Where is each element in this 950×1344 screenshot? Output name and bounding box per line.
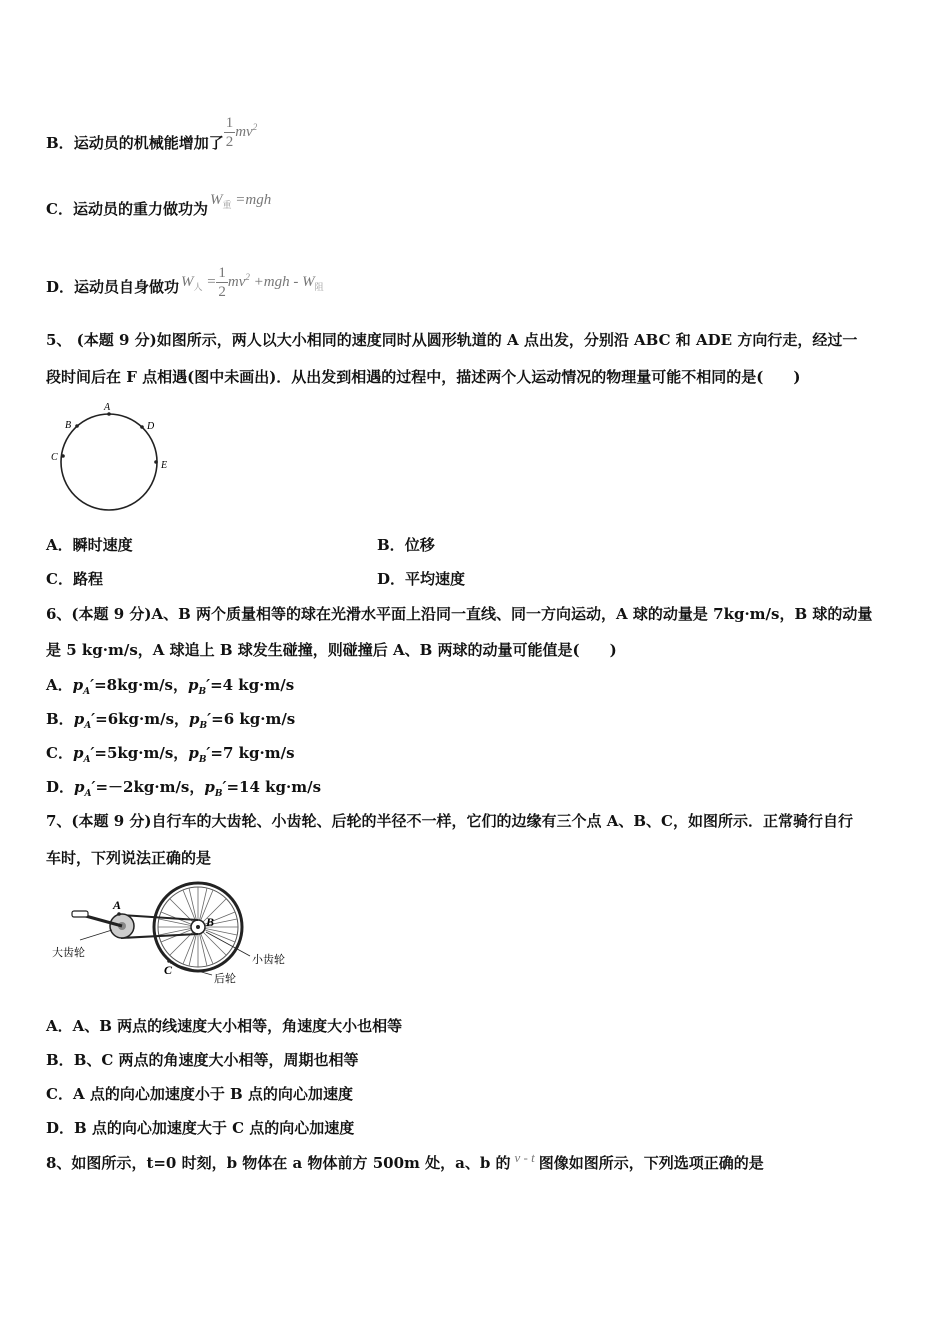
q4-option-c-formula: $W_重 =mgh$ [209,192,272,210]
q5-stem-line1: 5、 (本题 9 分)如图所示，两人以大小相同的速度同时从圆形轨道的 A 点出发，分别沿 ABC 和 ADE 方向行走，经过一 [46,331,858,349]
q4-option-d-formula: $W_人$ = $\frac{1}{2}$ $mv^2 +mgh - W_阻$ [181,265,324,300]
q7-option-a: A．A、B 两点的线速度大小相等，角速度大小也相等 [46,1017,403,1035]
q6-stem-line1: 6、(本题 9 分)A、B 两个质量相等的球在光滑水平面上沿同一直线、同一方向运动，A 球的动量是 7kg·m/s，B 球的动量 [46,605,873,623]
q7-option-d: D．B 点的向心加速度大于 C 点的向心加速度 [46,1119,355,1137]
q6-option-b: B．$p_A'=6kg\cdot m/s$，$p_B'=6$ kg·m/s [46,710,296,731]
q6-option-d: D．$p_A'=-2kg\cdot m/s$，$p_B'=14$ kg·m/s [46,778,322,799]
q6-stem-line2: 是 5 kg·m/s，A 球追上 B 球发生碰撞，则碰撞后 A、B 两球的动量可能值是( ) [46,641,617,659]
q4-option-b-formula: $\frac{1}{2}$ $mv^2$ [225,115,258,150]
point-c [61,454,65,458]
point-b [75,424,79,428]
q5-option-d: D．平均速度 [377,570,466,588]
circle-track-figure [46,398,186,518]
point-d [140,425,144,429]
q5-stem-line2: 段时间后在 F 点相遇(图中未画出)．从出发到相遇的过程中，描述两个人运动情况的物理量可能不相同的是( ) [46,368,801,386]
label-e: E [161,460,168,471]
q4-option-c: C．运动员的重力做功为 $W_重 =mgh$ [46,192,272,218]
bicycle-gear-figure [46,878,306,990]
q4-option-b: B．运动员的机械能增加了 $\frac{1}{2}$ $mv^2$ [46,115,258,152]
label-b: B [65,420,72,431]
label-c: C [164,963,173,977]
q6-option-c: C．$p_A'=5kg\cdot m/s$，$p_B'=7$ kg·m/s [46,744,295,765]
q4-option-d: D．运动员自身做功 $W_人$ = $\frac{1}{2}$ $mv^2 +mgh - W_阻$ [46,265,324,300]
point-e [154,460,158,464]
q7-option-b: B．B、C 两点的角速度大小相等，周期也相等 [46,1051,359,1069]
q8-vt-formula: v - t [514,1150,535,1165]
label-b: B [206,915,215,929]
label-small-gear: 小齿轮 [252,953,285,966]
q7-stem-line1: 7、(本题 9 分)自行车的大齿轮、小齿轮、后轮的半径不一样，它们的边缘有三个点 A、B、C，如图所示．正常骑行自行 [46,812,853,830]
label-c: C [51,452,58,463]
rear-wheel [154,883,242,971]
q5-option-b: B．位移 [377,536,435,554]
label-d: D [147,421,155,432]
q7-option-c: C．A 点的向心加速度小于 B 点的向心加速度 [46,1085,353,1103]
q5-option-a: A．瞬时速度 [46,536,133,554]
q8-stem-line1: 8、如图所示，t=0 时刻，b 物体在 a 物体前方 500m 处，a、b 的 v - t 图像如图所示，下列选项正确的是 [46,1150,764,1172]
q6-option-a: A．$p_A'=8kg\cdot m/s$，$p_B'=4$ kg·m/s [46,676,295,697]
label-a: A [113,898,122,912]
label-a: A [104,402,111,413]
label-rear-wheel: 后轮 [214,972,236,985]
q7-stem-line2: 车时，下列说法正确的是 [46,849,212,867]
label-big-gear: 大齿轮 [52,946,85,959]
q5-option-c: C．路程 [46,570,103,588]
